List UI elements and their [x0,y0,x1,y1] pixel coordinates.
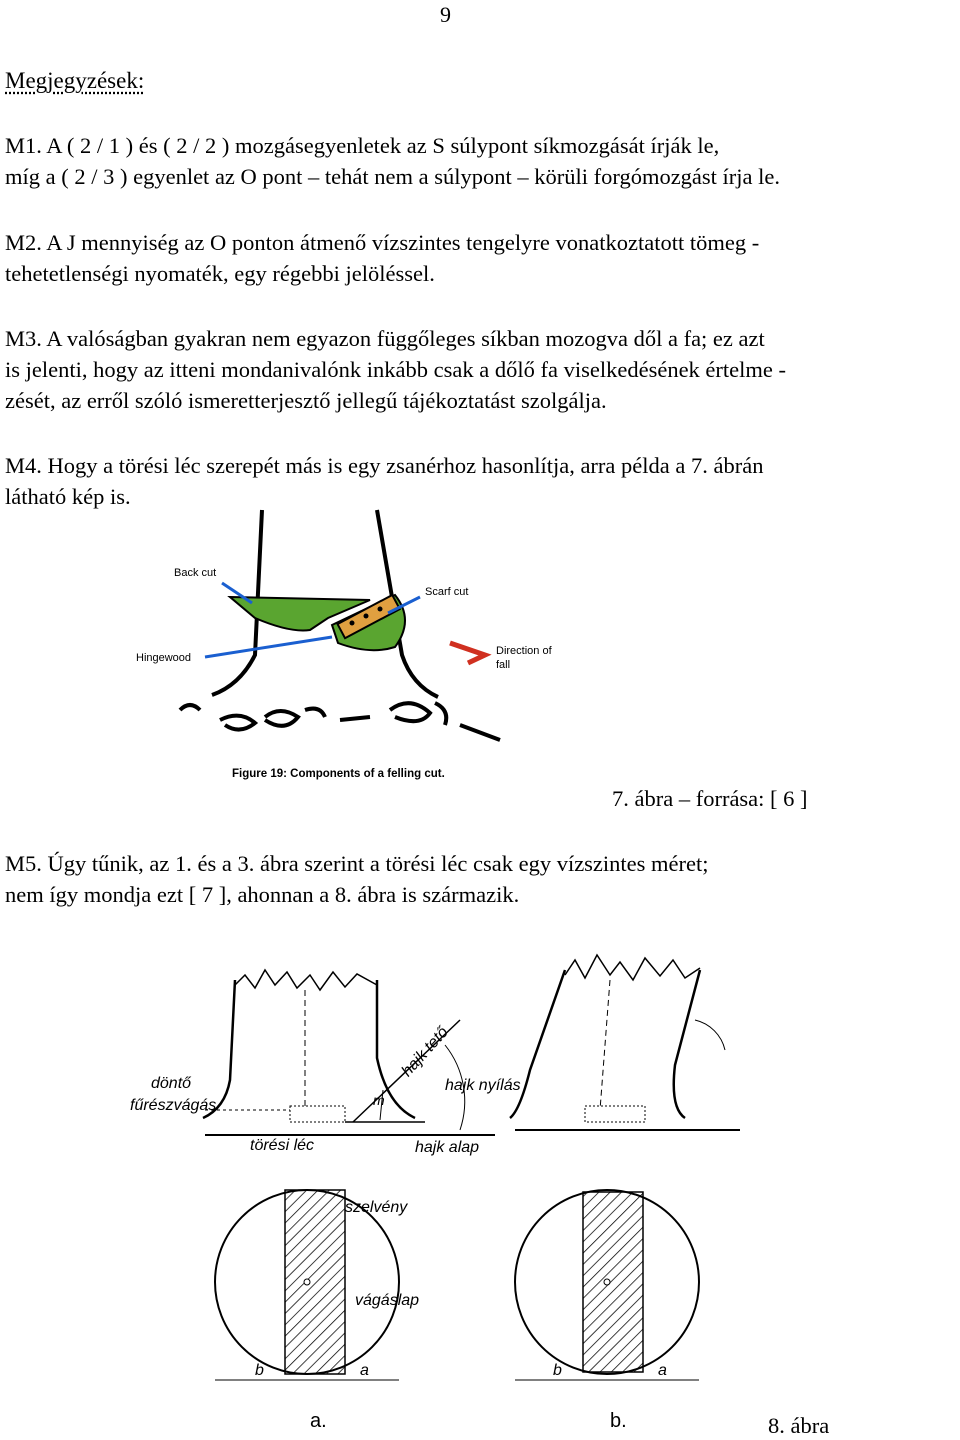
label-vagaslap: vágáslap [355,1292,420,1309]
note-m4 [5,450,763,512]
page-number: 9 [440,2,451,27]
note-m1-line1: M1. A ( 2 / 1 ) és ( 2 / 2 ) mozgásegyenletek az S súlypont síkmozgását írják le, [5,133,720,158]
hinge-hole [378,607,383,612]
label-donto: döntő [151,1075,192,1092]
note-m2-line1: M2. A J mennyiség az O ponton átmenő vízszintes tengelyre vonatkoztatott tömeg - [5,230,760,255]
label-sub-b: b. [610,1410,627,1432]
right-center-point [604,1279,610,1285]
left-center-point [304,1279,310,1285]
left-tree-cut-top [235,970,377,990]
notes-heading: Megjegyzések: [5,68,145,93]
label-direction-line2: fall [496,659,511,671]
label-back-cut: Back cut [174,567,217,579]
note-m5-line2: nem így mondja ezt [ 7 ], ahonnan a 8. ábra is származik. [5,882,520,907]
note-m3 [5,323,786,416]
label-hajk-nyilas: hajk nyílás [445,1077,521,1094]
note-m4-line1: M4. Hogy a törési léc szerepét más is egy zsanérhoz hasonlítja, arra példa a 7. ábrán [5,453,764,478]
label-szelveny: szelvény [345,1199,408,1216]
right-angle-arc [695,1020,725,1050]
label-scarf-cut: Scarf cut [425,586,469,598]
note-m2-line2: tehetetlenségi nyomaték, egy régebbi jelöléssel. [5,261,435,286]
label-hajk-teto: hajk tető [398,1023,452,1081]
label-hingewood: Hingewood [136,652,192,664]
figure-8-caption: 8. ábra [768,1413,830,1438]
ground-debris [180,703,500,740]
hingewood-arrow [205,637,332,657]
note-m3-line2: is jelenti, hogy az itteni mondanivalónk inkább csak a dőlő fa viselkedésének értelme - [5,357,787,382]
note-m4-line2: látható kép is. [5,484,131,509]
right-tree-axis [600,980,610,1110]
note-m2 [5,227,759,289]
left-hinge-section [285,1190,345,1374]
figure-7-felling-cut [130,505,580,790]
label-b-right: b [553,1362,562,1379]
label-direction-line1: Direction of [496,645,552,657]
label-sub-a: a. [310,1410,327,1432]
hinge-hole [350,621,355,626]
note-m5 [5,848,709,910]
hinge-hole [364,614,369,619]
note-m3-line3: zését, az erről szóló ismeretterjesztő jellegű tájékoztatást szolgálja. [5,388,607,413]
direction-arrow [450,643,485,663]
label-a-right: a [658,1362,667,1379]
note-m5-line1: M5. Úgy tűnik, az 1. és a 3. ábra szerint a törési léc csak egy vízszintes méret; [5,851,709,876]
label-toresi-lec: törési léc [250,1137,315,1154]
note-m3-line1: M3. A valóságban gyakran nem egyazon függőleges síkban mozogva dől a fa; ez azt [5,326,765,351]
label-hajk-alap: hajk alap [415,1139,480,1156]
right-tree-cut-top [565,955,700,980]
label-a-left: a [360,1362,369,1379]
label-fureszvagas: fűrészvágás [130,1097,217,1114]
right-hinge-strip [585,1106,645,1122]
figure-19-label: Figure 19: Components of a felling cut. [232,768,445,780]
left-hinge-strip [290,1106,345,1122]
right-tree-trunk-left [510,970,565,1118]
right-hinge-section [583,1192,643,1372]
label-m: m [373,1092,385,1108]
figure-8-felling-diagram [115,940,755,1440]
right-tree-trunk-right [674,970,700,1118]
note-m1 [5,130,780,192]
figure-7-caption: 7. ábra – forrása: [ 6 ] [612,786,808,811]
note-m1-line2: míg a ( 2 / 3 ) egyenlet az O pont – tehát nem a súlypont – körüli forgómozgást írja le. [5,164,781,189]
label-b-left: b [255,1362,264,1379]
